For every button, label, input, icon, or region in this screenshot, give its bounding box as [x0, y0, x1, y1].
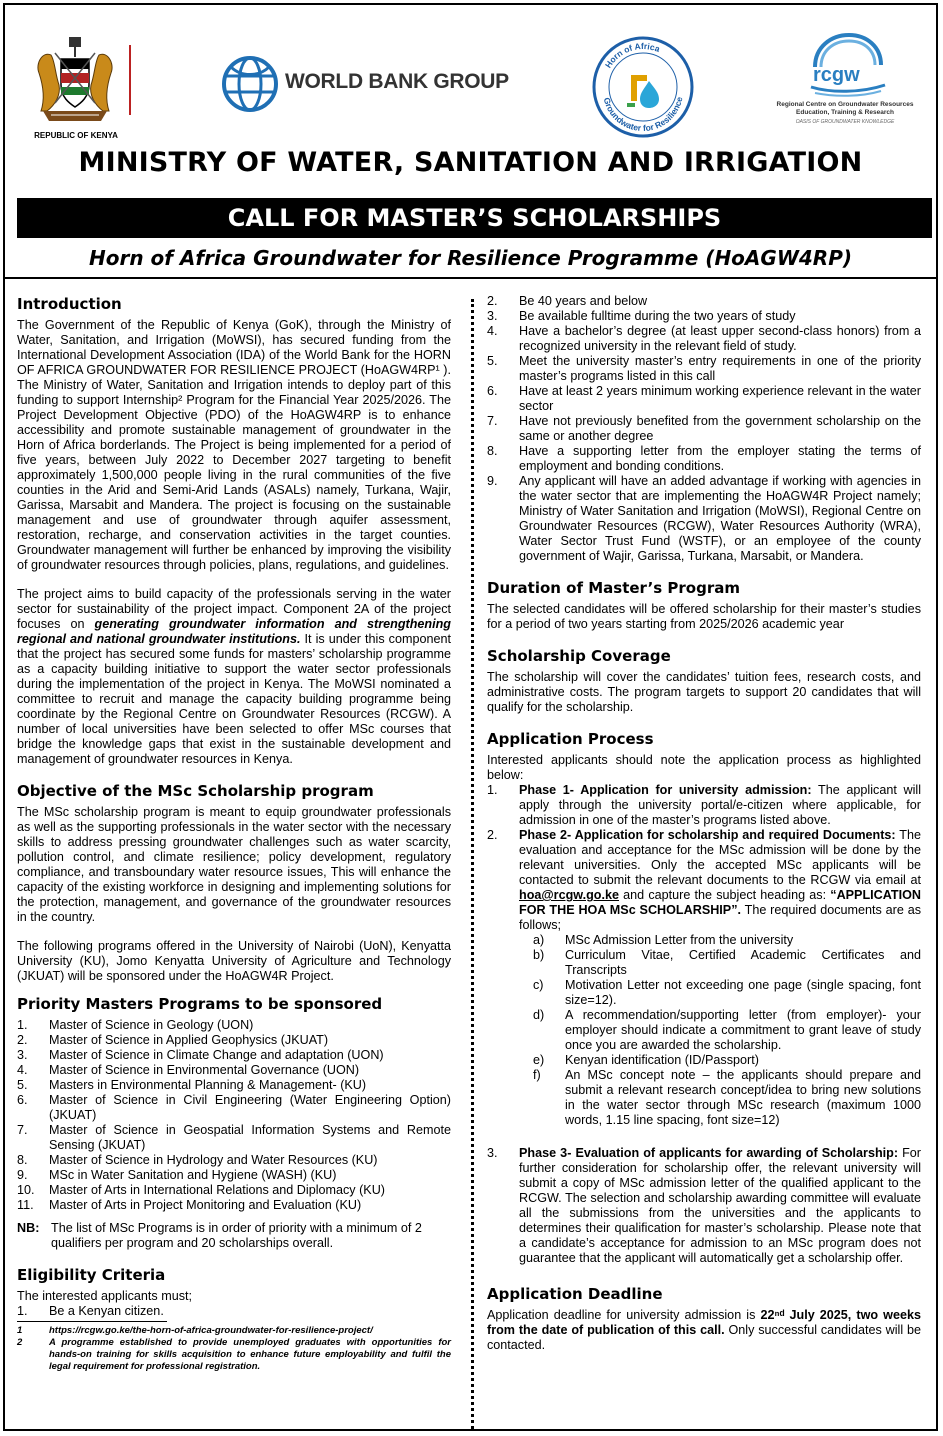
list-item: 5. Masters in Environmental Planning & Management- (KU): [17, 1078, 367, 1092]
left-column: [17, 294, 451, 1373]
list-item: 5. Meet the university master’s entry requirements in one of the priority master’s programs listed in this call: [487, 354, 921, 383]
list-item: 2. Master of Science in Applied Geophysics (JKUAT): [17, 1033, 329, 1047]
rcgw-wordmark: rcgw: [813, 64, 860, 86]
coverage-paragraph: The scholarship will cover the candidates’ tuition fees, research costs, and administrative costs. The program targets to support 20 candidates that will qualify for the scholarship.: [487, 670, 921, 714]
list-item: 4. Have a bachelor’s degree (at least upper second-class honors) from a recognized university in the relevant field of study.: [487, 324, 921, 353]
footnote: 2 A programme established to provide unemployed graduates with opportunities for hands-on training for skills acquisition to enhance future employability and fulfil the legal requirement for professional registration.: [17, 1337, 451, 1372]
phase-2: 2. Phase 2- Application for scholarship and required Documents: The evaluation and acceptance for the MSc admission will be done by the relevant universities. Only the accepted MSc applicants will be contacted to submit the relevant documents to the RCGW via email at hoa@rcgw.go.ke and capture the subject heading as: “APPLICATION FOR THE HOA MSc SCHOLARSHIP”. The required documents are as follows; a) MSc Admission Letter from the university b) Curriculum Vitae, Certified Academic Certificates and Transcripts c) Motivation Letter not exceeding one page (single spacing, font size=12). d) A recommendation/supporting letter (from employer)- your employer should indicate a commitment to grant leave of study once you are awarded the scholarship. e) Kenyan identification (ID/Passport) f) An MSc concept note – the applicants should prepare and submit a relevant research concept/idea to bring new solutions in the water sector through MSc research (maximum 1000 words, 1.15 line spacing, font size=12): [487, 828, 922, 1127]
list-item: 1. Be a Kenyan citizen.: [17, 1304, 164, 1318]
list-item: f) An MSc concept note – the applicants should prepare and submit a relevant research concept/idea to bring new solutions in the water sector through MSc research (maximum 1000 words, 1.15 line spacing, font size=12): [533, 1068, 921, 1127]
objective-heading: Objective of the MSc Scholarship program: [17, 782, 374, 800]
list-item: 9. Any applicant will have an added advantage if working with agencies in the water sector that are implementing the HoAGW4R Project namely; Ministry of Water Sanitation and Irrigation (MoWSI), Regional Centre on Groundwater Resources (RCGW), Water Resources Authority (WRA), Water Sector Trust Fund (WSTF), or an employee of the county government of Wajir, Garissa, Turkana, Marsabit, or Mandera.: [487, 474, 921, 563]
list-item: 3. Be available fulltime during the two years of study: [487, 309, 796, 323]
eligibility-list-continued: [487, 294, 921, 564]
introduction-paragraph-2: [17, 587, 451, 767]
email-link[interactable]: hoa@rcgw.go.ke: [519, 888, 619, 902]
svg-text:Groundwater for Resilience: Groundwater for Resilience: [601, 95, 685, 134]
phase-1: 1. Phase 1- Application for university admission: The applicant will apply through the university portal/e-citizen where applicable, for admission in one of the master’s programs listed above.: [487, 783, 921, 827]
deadline-heading: Application Deadline: [487, 1285, 663, 1303]
list-item: e) Kenyan identification (ID/Passport): [533, 1053, 759, 1067]
priority-programs-heading: Priority Masters Programs to be sponsored: [17, 995, 383, 1013]
deadline-paragraph: Application deadline for university admission is 22ⁿᵈ July 2025, two weeks from the date of publication of this call. Only successful candidates will be contacted.: [487, 1308, 921, 1352]
list-item: 1. Master of Science in Geology (UON): [17, 1018, 254, 1032]
list-item: 2. Be 40 years and below: [487, 294, 648, 308]
list-item: 6. Master of Science in Civil Engineering (Water Engineering Option) (JKUAT): [17, 1093, 451, 1122]
list-item: 11. Master of Arts in Project Monitoring and Evaluation (KU): [17, 1198, 362, 1212]
hoa-groundwater-logo: [591, 35, 695, 139]
eligibility-list-start: [17, 1304, 451, 1319]
eligibility-intro: The interested applicants must;: [17, 1289, 193, 1303]
nb-note: NB: The list of MSc Programs is in order of priority with a minimum of 2 qualifiers per program and 20 scholarships overall.: [17, 1221, 422, 1250]
flag-divider: [129, 45, 131, 115]
hoa-badge-icon: [591, 35, 695, 139]
list-item: 8. Master of Science in Hydrology and Water Resources (KU): [17, 1153, 378, 1167]
duration-paragraph: The selected candidates will be offered scholarship for their master’s studies for a period of two years starting from 2025/2026 academic year: [487, 602, 921, 631]
list-item: 9. MSc in Water Sanitation and Hygiene (WASH) (KU): [17, 1168, 337, 1182]
intro-p2-text-a: The project aims to build capacity of the professionals serving in the water sector for sustainability of the project impact. Component 2A of the project focuses on: [17, 587, 451, 631]
advert-page: [3, 3, 938, 1431]
application-phases: [487, 783, 921, 1266]
introduction-paragraph-1: The Government of the Republic of Kenya (GoK), through the Ministry of Water, Sanitation, and Irrigation (MoWSI), has secured funding from the International Development Association (IDA) of the World Bank for the HORN OF AFRICA GROUNDWATER FOR RESILIENCE PROJECT (HoAGW4RP¹ ). The Ministry of Water, Sanitation and Irrigation intends to deploy part of this funding to support Internship² Program for the Financial Year 2025/2026. The Project Development Objective (PDO) of the HoAGW4RP is to enhance accessibility and promote sustainable management of groundwater in the Horn of Africa borderlands. The Project is being implemented for a period of five years, between July 2022 to December 2027 targeting to benefit approximately 1,500,000 people living in the rural communities of the five counties in the Arid and Semi-Arid Lands (ASALs) namely, Turkana, Wajir, Garissa, Marsabit and Mandera. The project is focusing on the sustainable management and use of groundwater through aquifer assessment, restoration, recharge, and conservation activities in the target counties. Groundwater management will further be enhanced by improving the visibility of groundwater resources through policies, plans, regulations, and guidelines.: [17, 318, 451, 572]
footnote-rule: [17, 1321, 167, 1322]
kenya-coat-of-arms-logo: [17, 33, 135, 145]
world-bank-logo: [217, 53, 537, 117]
list-item: 4. Master of Science in Environmental Governance (UON): [17, 1063, 360, 1077]
list-item: c) Motivation Letter not exceeding one page (single spacing, font size=12).: [533, 978, 921, 1007]
list-item: b) Curriculum Vitae, Certified Academic Certificates and Transcripts: [533, 948, 921, 977]
intro-p2-emphasis: generating groundwater information and strengthening regional and national groundwater institutions.: [17, 617, 451, 646]
rcgw-tagline: OASIS OF GROUNDWATER KNOWLEDGE: [795, 119, 895, 125]
objective-paragraph-1: The MSc scholarship program is meant to equip groundwater professionals as well as the supporting professionals in the water sector with the necessary skills to address pressing groundwater challenges such as water scarcity, pollution control, and climate resilience; policy development, regulatory compliance, and transboundary water resource issues, This will enhance the capacity of the existing workforce in designing and implementing solutions for the protection, management, and governance of the groundwater resources in the country.: [17, 805, 451, 924]
call-banner: CALL FOR MASTER’S SCHOLARSHIPS: [17, 198, 932, 238]
list-item: 7. Have not previously benefited from the government scholarship on the same or another degree: [487, 414, 921, 443]
right-column: [487, 294, 921, 1353]
footnotes: [17, 1325, 451, 1373]
introduction-heading: Introduction: [17, 295, 122, 313]
duration-heading: Duration of Master’s Program: [487, 579, 741, 597]
programme-subtitle: Horn of Africa Groundwater for Resilience Programme (HoAGW4RP): [88, 246, 852, 270]
required-documents-list: [519, 933, 921, 1128]
list-item: 6. Have at least 2 years minimum working experience relevant in the water sector: [487, 384, 921, 413]
list-item: 8. Have a supporting letter from the employer stating the terms of employment and bonding conditions.: [487, 444, 921, 473]
objective-paragraph-2: The following programs offered in the University of Nairobi (UoN), Kenyatta University (KU), Jomo Kenyatta University of Agriculture and Technology (JKUAT) will be sponsored under the HoAGW4R Project.: [17, 939, 451, 983]
rcgw-logo: [767, 33, 923, 137]
rcgw-name: Regional Centre on Groundwater Resources Education, Training & Research: [776, 101, 914, 116]
list-item: 10. Master of Arts in International Relations and Diplomacy (KU): [17, 1183, 385, 1197]
phase-3: 3. Phase 3- Evaluation of applicants for awarding of Scholarship: For further consideration for scholarship offer, the relevant university will submit a copy of MSc admission letter of the qualified applicant to the RCGW. The selection and scholarship awarding committee will evaluate all the submissions from the universities and the applicants to determines their qualification for master’s scholarship. Please note that a candidate’s acceptance for admission to an MSc program does not guarantee that the applicant will automatically get a scholarship offer.: [487, 1146, 922, 1265]
world-bank-wordmark: WORLD BANK GROUP: [285, 70, 509, 93]
list-item: 3. Master of Science in Climate Change and adaptation (UON): [17, 1048, 384, 1062]
application-process-heading: Application Process: [487, 730, 654, 748]
eligibility-heading: Eligibility Criteria: [17, 1266, 166, 1284]
list-item: a) MSc Admission Letter from the university: [533, 933, 794, 947]
application-intro: Interested applicants should note the application process as highlighted below:: [487, 753, 921, 782]
coverage-heading: Scholarship Coverage: [487, 647, 671, 665]
column-divider: [471, 299, 474, 1429]
coat-of-arms-icon: [25, 33, 125, 129]
ministry-title: MINISTRY OF WATER, SANITATION AND IRRIGATION: [78, 147, 863, 178]
svg-text:Horn of Africa: Horn of Africa: [602, 40, 662, 70]
globe-icon: [221, 55, 279, 113]
priority-programs-list: [17, 1018, 451, 1213]
intro-p2-text-c: It is under this component that the project has secured some funds for masters’ scholarship programme as a capacity building initiative to support the water sector professionals during the implementation of the project in Kenya. The MoWSI nominated a committee to recruit and manage the capacity building programme being coordinate by the Regional Centre on Groundwater Resources (RCGW). A number of local universities have been selected to offer MSc courses that bridge the knowledge gaps that exist in the sustainable development and management of groundwater resources in Kenya.: [17, 632, 451, 766]
list-item: d) A recommendation/supporting letter (from employer)- your employer should indicate a commitment to grant leave of study once you are awarded the scholarship.: [533, 1008, 921, 1052]
kenya-caption: REPUBLIC OF KENYA: [34, 131, 118, 140]
header: [5, 5, 936, 279]
list-item: 7. Master of Science in Geospatial Information Systems and Remote Sensing (JKUAT): [17, 1123, 451, 1152]
rcgw-globe-icon: [805, 33, 889, 99]
footnote: 1 https://rcgw.go.ke/the-horn-of-africa-groundwater-for-resilience-project/: [17, 1325, 373, 1336]
